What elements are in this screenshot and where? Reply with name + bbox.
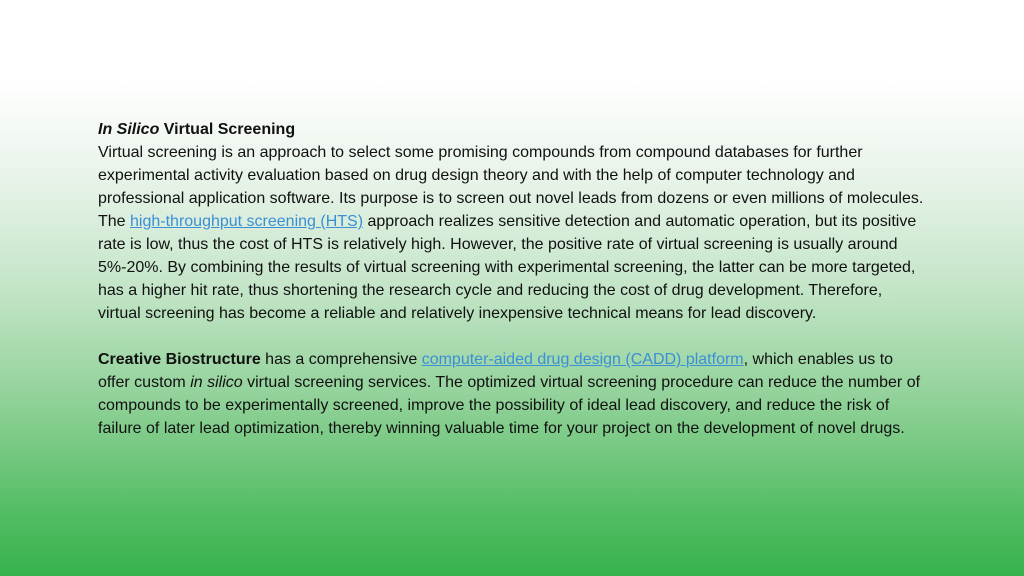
heading-text: Virtual Screening — [159, 121, 296, 138]
heading-italic: In Silico — [98, 121, 160, 138]
paragraph2-italic: in silico — [190, 374, 243, 391]
paragraph2-text-a: has a comprehensive — [260, 351, 422, 368]
paragraph-creative-biostructure — [98, 348, 928, 440]
paragraph2-text-c: virtual screening services. The optimized virtual screening procedure can reduce the number of compounds to be experimentally screened, improve the possibility of ideal lead discovery, and reduce the risk of failure of later lead optimization, thereby winning valuable time for your project on the development of novel drugs. — [98, 374, 921, 437]
paragraph1-text-a: Virtual screening is an approach to select some promising compounds from compound databases for further experimental activity evaluation based on drug design theory and with the help of computer technology and professional application software. Its purpose is to screen out novel leads from dozens or even millions of molecules. The — [98, 144, 924, 230]
paragraph-spacer — [98, 325, 928, 348]
paragraph1-text-b: approach realizes sensitive detection and automatic operation, but its positive rate is low, thus the cost of HTS is relatively high. However, the positive rate of virtual screening is usually around 5%-20%. By combining the results of virtual screening with experimental screening, the latter can be more targeted, has a higher hit rate, thus shortening the research cycle and reducing the cost of drug development. Therefore, virtual screening has become a reliable and relatively inexpensive technical means for lead discovery. — [98, 213, 917, 322]
paragraph-virtual-screening — [98, 141, 928, 325]
cadd-platform-link[interactable]: computer-aided drug design (CADD) platform — [421, 351, 744, 368]
content-block — [98, 118, 928, 440]
paragraph2-text-b: , which enables us to offer custom — [98, 351, 894, 391]
hts-link[interactable]: high-throughput screening (HTS) — [130, 213, 364, 230]
company-name: Creative Biostructure — [98, 351, 261, 368]
section-heading — [98, 118, 928, 141]
